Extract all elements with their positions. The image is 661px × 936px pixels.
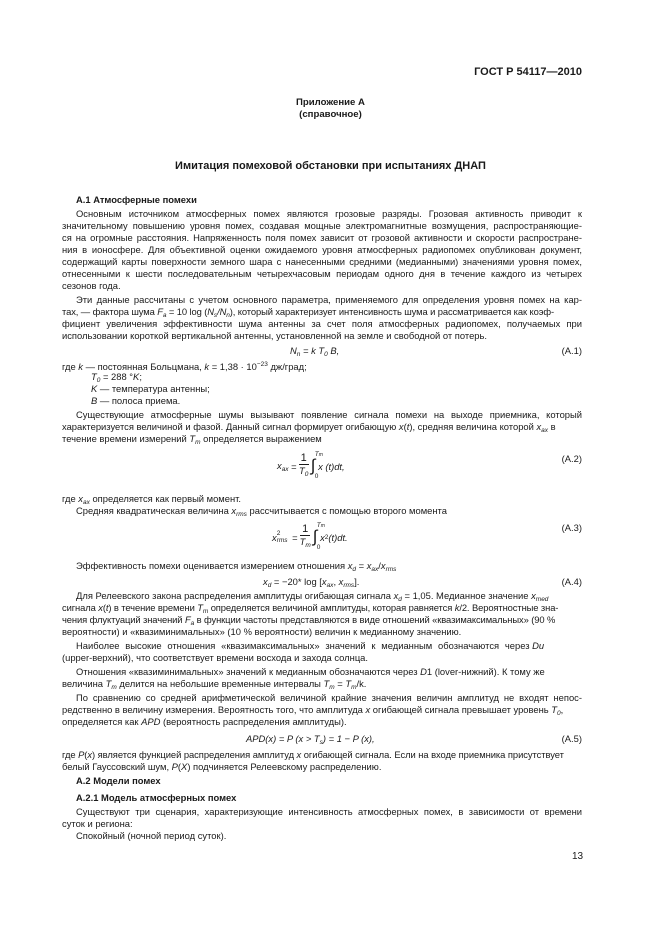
paragraph-line: течение времени измерений $T_m$ определяется выражением xyxy=(62,433,322,446)
equation-text: , xyxy=(333,576,339,587)
text-run: редственно в величину измерения. Вероятность того, что амплитуда xyxy=(62,704,366,715)
paragraph-line: определяется как APD (вероятность распределения амплитуды). xyxy=(62,716,347,727)
text-run: сигнала xyxy=(62,602,99,613)
text-run: определяется как первый момент. xyxy=(89,493,242,504)
text-run: , xyxy=(560,704,564,715)
equation-a3: x 2 rms = $\frac{1}{T_m}$ ∫ Tm 0 x 2 (t)dt. xyxy=(272,522,348,551)
paragraph-line: сезонов года. xyxy=(62,280,121,291)
paragraph-line: ся на огромные расстояния. Напряженность поля помех зависит от грозовой активности и скорости распростране- xyxy=(62,232,582,243)
text-run: где xyxy=(62,493,79,504)
section-heading-a1: А.1 Атмосферные помехи xyxy=(76,194,197,205)
paragraph-line xyxy=(76,640,582,652)
text-run: определяется величиной амплитуды, которая равняется xyxy=(208,602,455,613)
definition-line: B — полоса приема. xyxy=(91,395,181,406)
text-run: Du xyxy=(532,640,545,651)
equation-text: ]. xyxy=(354,576,360,587)
paragraph-line xyxy=(76,666,582,678)
text-run: Наиболее высокие отношения «квазимаксимальных» значений к медианным обозначаются через xyxy=(76,640,530,651)
paragraph-line: где P(x) является функцией распределения амплитуд x огибающей сигнала. Если на входе приемника присутствует xyxy=(62,749,564,760)
definition-line: K — температура антенны; xyxy=(91,383,210,394)
paragraph-line: Средняя квадратическая величина $x_{rms}$ рассчитывается с помощью второго момента xyxy=(76,505,447,518)
text-run: (вероятность распределения амплитуды). xyxy=(160,716,347,727)
equation-text: ) = 1 − P (x), xyxy=(322,733,375,744)
equation-text: B, xyxy=(327,345,340,356)
text-run: — полоса приема. xyxy=(97,395,181,406)
text-run: ), который характеризует интенсивность шума и рассматривается как коэф- xyxy=(229,306,555,317)
paragraph-line: (upper-верхний), что соответствует времени восхода и захода солнца. xyxy=(62,652,369,663)
section-heading-a21: А.2.1 Модель атмосферных помех xyxy=(76,792,237,803)
equation-number: (А.5) xyxy=(561,733,582,744)
equation-a2: $x_{ax}$ = $\frac{1}{T_0}$ ∫ Tm 0 x (t)dt, xyxy=(277,451,345,480)
equation-a5: APD(x) = P $(x > T_s) = 1 - P$ (x), xyxy=(246,733,375,746)
equation-text: x xyxy=(320,531,325,543)
text-run: где xyxy=(62,361,79,372)
text-run: — температура антенны; xyxy=(97,383,210,394)
text-run: ; xyxy=(139,371,142,382)
text-run: является функцией распределения амплитуд xyxy=(95,749,297,760)
standard-number: ГОСТ Р 54117—2010 xyxy=(474,66,582,78)
appendix-title: Приложение А xyxy=(296,97,365,108)
text-run: тах, — фактора шума xyxy=(62,306,158,317)
paragraph-line: сигнала x(t) в течение времени $T_m$ определяется величиной амплитуды, которая равняется k/2. Вероятностные зна- xyxy=(62,602,559,615)
equation-number: (А.2) xyxy=(561,453,582,464)
section-heading-a2: А.2 Модели помех xyxy=(76,775,161,786)
text-run: величина xyxy=(62,678,106,689)
text-run: = 288 ° xyxy=(100,371,134,382)
paragraph-line: Существуют три сценария, характеризующие интенсивность атмосферных помех, в зависимости от времени xyxy=(76,806,582,817)
equation-text: = −20* log [ xyxy=(271,576,322,587)
paragraph-line: использовании короткой вертикальной антенны, установленной на земле и свободной от потерь. xyxy=(62,330,487,341)
text-run: определяется как xyxy=(62,716,142,727)
text-run: чения флуктуаций значений xyxy=(62,614,185,625)
paragraph-line: чения флуктуаций значений $F_a$ в функции частоты представляются в виде отношений «квазимаксимальных» (90 % xyxy=(62,614,556,627)
text-run: Эффективность помехи оценивается измерением отношения xyxy=(76,560,348,571)
fraction-numerator: 1 xyxy=(302,522,309,535)
equation-a4: $x_d = -20*$ $\log [x_{ax}$, $x_{rms}$]. xyxy=(263,576,360,589)
paragraph-line: Эффективность помехи оценивается измерением отношения $x_d = x_{ax}/x_{rms}$ xyxy=(76,560,397,573)
equation-a1: $N_n = k$ $T_0$ B, xyxy=(290,345,340,358)
definition-line: $T_0 = 288$ °K; xyxy=(91,371,142,384)
page-number: 13 xyxy=(572,851,584,862)
paragraph-line: Существующие атмосферные шумы вызывают появление сигнала помехи на выходе приемника, который xyxy=(76,409,582,420)
text-run: делится на небольшие временные интервалы xyxy=(116,678,324,689)
text-run: подчиняется Релеевскому распределению. xyxy=(190,761,382,772)
text-run: / xyxy=(378,560,381,571)
document-title: Имитация помеховой обстановки при испытаниях ДНАП xyxy=(175,160,486,172)
equation-text: = k T xyxy=(300,345,325,356)
definition-line: где k — постоянная Больцмана, $k = 1,38 \cdot 10^{-23}$ дж/град; xyxy=(62,361,307,372)
equation-text: (x) = P (x > T xyxy=(265,733,320,744)
paragraph-line: где $x_{ax}$ определяется как первый момент. xyxy=(62,493,242,506)
text-run: /k. xyxy=(356,678,367,689)
text-run: в функции частоты представляются в виде отношений «квазимаксимальных» (90 % xyxy=(194,614,556,625)
paragraph-line: ния в ионосфере. Для объективной оценки ожидаемого уровня атмосферных радиопомех опубликован документ, xyxy=(62,244,582,255)
text-run: −23 xyxy=(256,361,268,368)
text-run: течение времени измерений xyxy=(62,433,190,444)
paragraph-line: отнесенными к шести последовательным четырехчасовым периодам одного дня в течение каждого из четырех xyxy=(62,268,582,279)
text-run: — постоянная Больцмана, xyxy=(82,361,205,372)
paragraph-line: Основным источником атмосферных помех являются грозовые разряды. Грозовая активность приводит к xyxy=(76,208,582,219)
text-run: рассчитывается с помощью второго момента xyxy=(246,505,447,516)
text-run: огибающей сигнала. Если на входе приемника присутствует xyxy=(301,749,564,760)
text-run: = xyxy=(334,678,346,689)
text-run: где xyxy=(62,749,79,760)
text-run: /2. Вероятностные зна- xyxy=(459,602,559,613)
text-run: дж/град; xyxy=(267,361,307,372)
paragraph-line: редственно в величину измерения. Вероятность того, что амплитуда x огибающей сигнала превышает уровень $T_0$, xyxy=(62,704,564,717)
text-run: D xyxy=(420,666,427,677)
text-run: 1 (lover-нижний). К тому же xyxy=(426,666,545,677)
text-run: белый Гауссовский шум, xyxy=(62,761,172,772)
equation-text: APD xyxy=(246,733,266,744)
equation-text: x (t)dt, xyxy=(318,460,345,472)
text-run: в течение времени xyxy=(111,602,198,613)
text-run: характеризуется величиной и фазой. Данный сигнал формирует огибающую xyxy=(62,421,399,432)
text-run: Средняя квадратическая величина xyxy=(76,505,232,516)
paragraph-line: величина $T_m$ делится на небольшие временные интервалы $T_m = T_m/k$. xyxy=(62,678,367,691)
text-run: огибающей сигнала превышает уровень xyxy=(370,704,552,715)
text-run: = 10 log ( xyxy=(166,306,208,317)
appendix-type: (справочное) xyxy=(299,109,362,120)
text-run: Отношения «квазиминимальных» значений к медианным обозначаются через xyxy=(76,666,421,677)
equation-number: (А.3) xyxy=(561,522,582,533)
paragraph-line: Эти данные рассчитаны с учетом основного параметра, применяемого для определения уровня помех на кар- xyxy=(76,294,582,305)
text-run: определяется выражением xyxy=(200,433,322,444)
text-run: = 1,38 · 10 xyxy=(209,361,257,372)
paragraph-line: содержащий карты поверхности земного шара с нанесенными средними (медианными) значениями уровня помех, xyxy=(62,256,582,267)
paragraph-line: Спокойный (ночной период суток). xyxy=(76,830,227,841)
equation-number: (А.4) xyxy=(561,576,582,587)
equation-number: (А.1) xyxy=(561,345,582,356)
fraction-numerator: 1 xyxy=(300,451,307,464)
text-run: = 1,05. Медианное значение xyxy=(401,590,532,601)
text-run: , средняя величина которой xyxy=(412,421,537,432)
paragraph-line: По сравнению со средней арифметической величиной крайние значения величин амплитуд не входят непос- xyxy=(76,692,582,703)
paragraph-line: характеризуется величиной и фазой. Данный сигнал формирует огибающую x(t), средняя величина которой $x_{ax}$ в xyxy=(62,421,556,434)
text-run: Для Релеевского закона распределения амплитуды огибающая сигнала xyxy=(76,590,394,601)
text-run: в xyxy=(548,421,556,432)
paragraph-line: Для Релеевского закона распределения амплитуды огибающая сигнала $x_d = 1,05$. Медианное значение $x_{med}$ xyxy=(76,590,549,603)
paragraph-line: суток и региона: xyxy=(62,818,133,829)
paragraph-line: вероятности) и «квазиминимальных» (10 % вероятности) величин к медианному значению. xyxy=(62,626,462,637)
paragraph-line: белый Гауссовский шум, P(X) подчиняется Релеевскому распределению. xyxy=(62,761,382,772)
equation-text: (t)dt. xyxy=(328,531,348,543)
paragraph-line: фициент увеличения эффективности шума антенны за счет поля атмосферных радиопомех, получаемых при xyxy=(62,318,582,329)
text-run: = xyxy=(356,560,367,571)
paragraph-line: значительному повышению уровня помех, создавая мощные электромагнитные возмущения, распространяющие- xyxy=(62,220,582,231)
paragraph-line: тах, — фактора шума $F_a = 10$ $\log (N_s/N_n)$, который характеризует интенсивность шума и рассматривается как коэф- xyxy=(62,306,555,319)
